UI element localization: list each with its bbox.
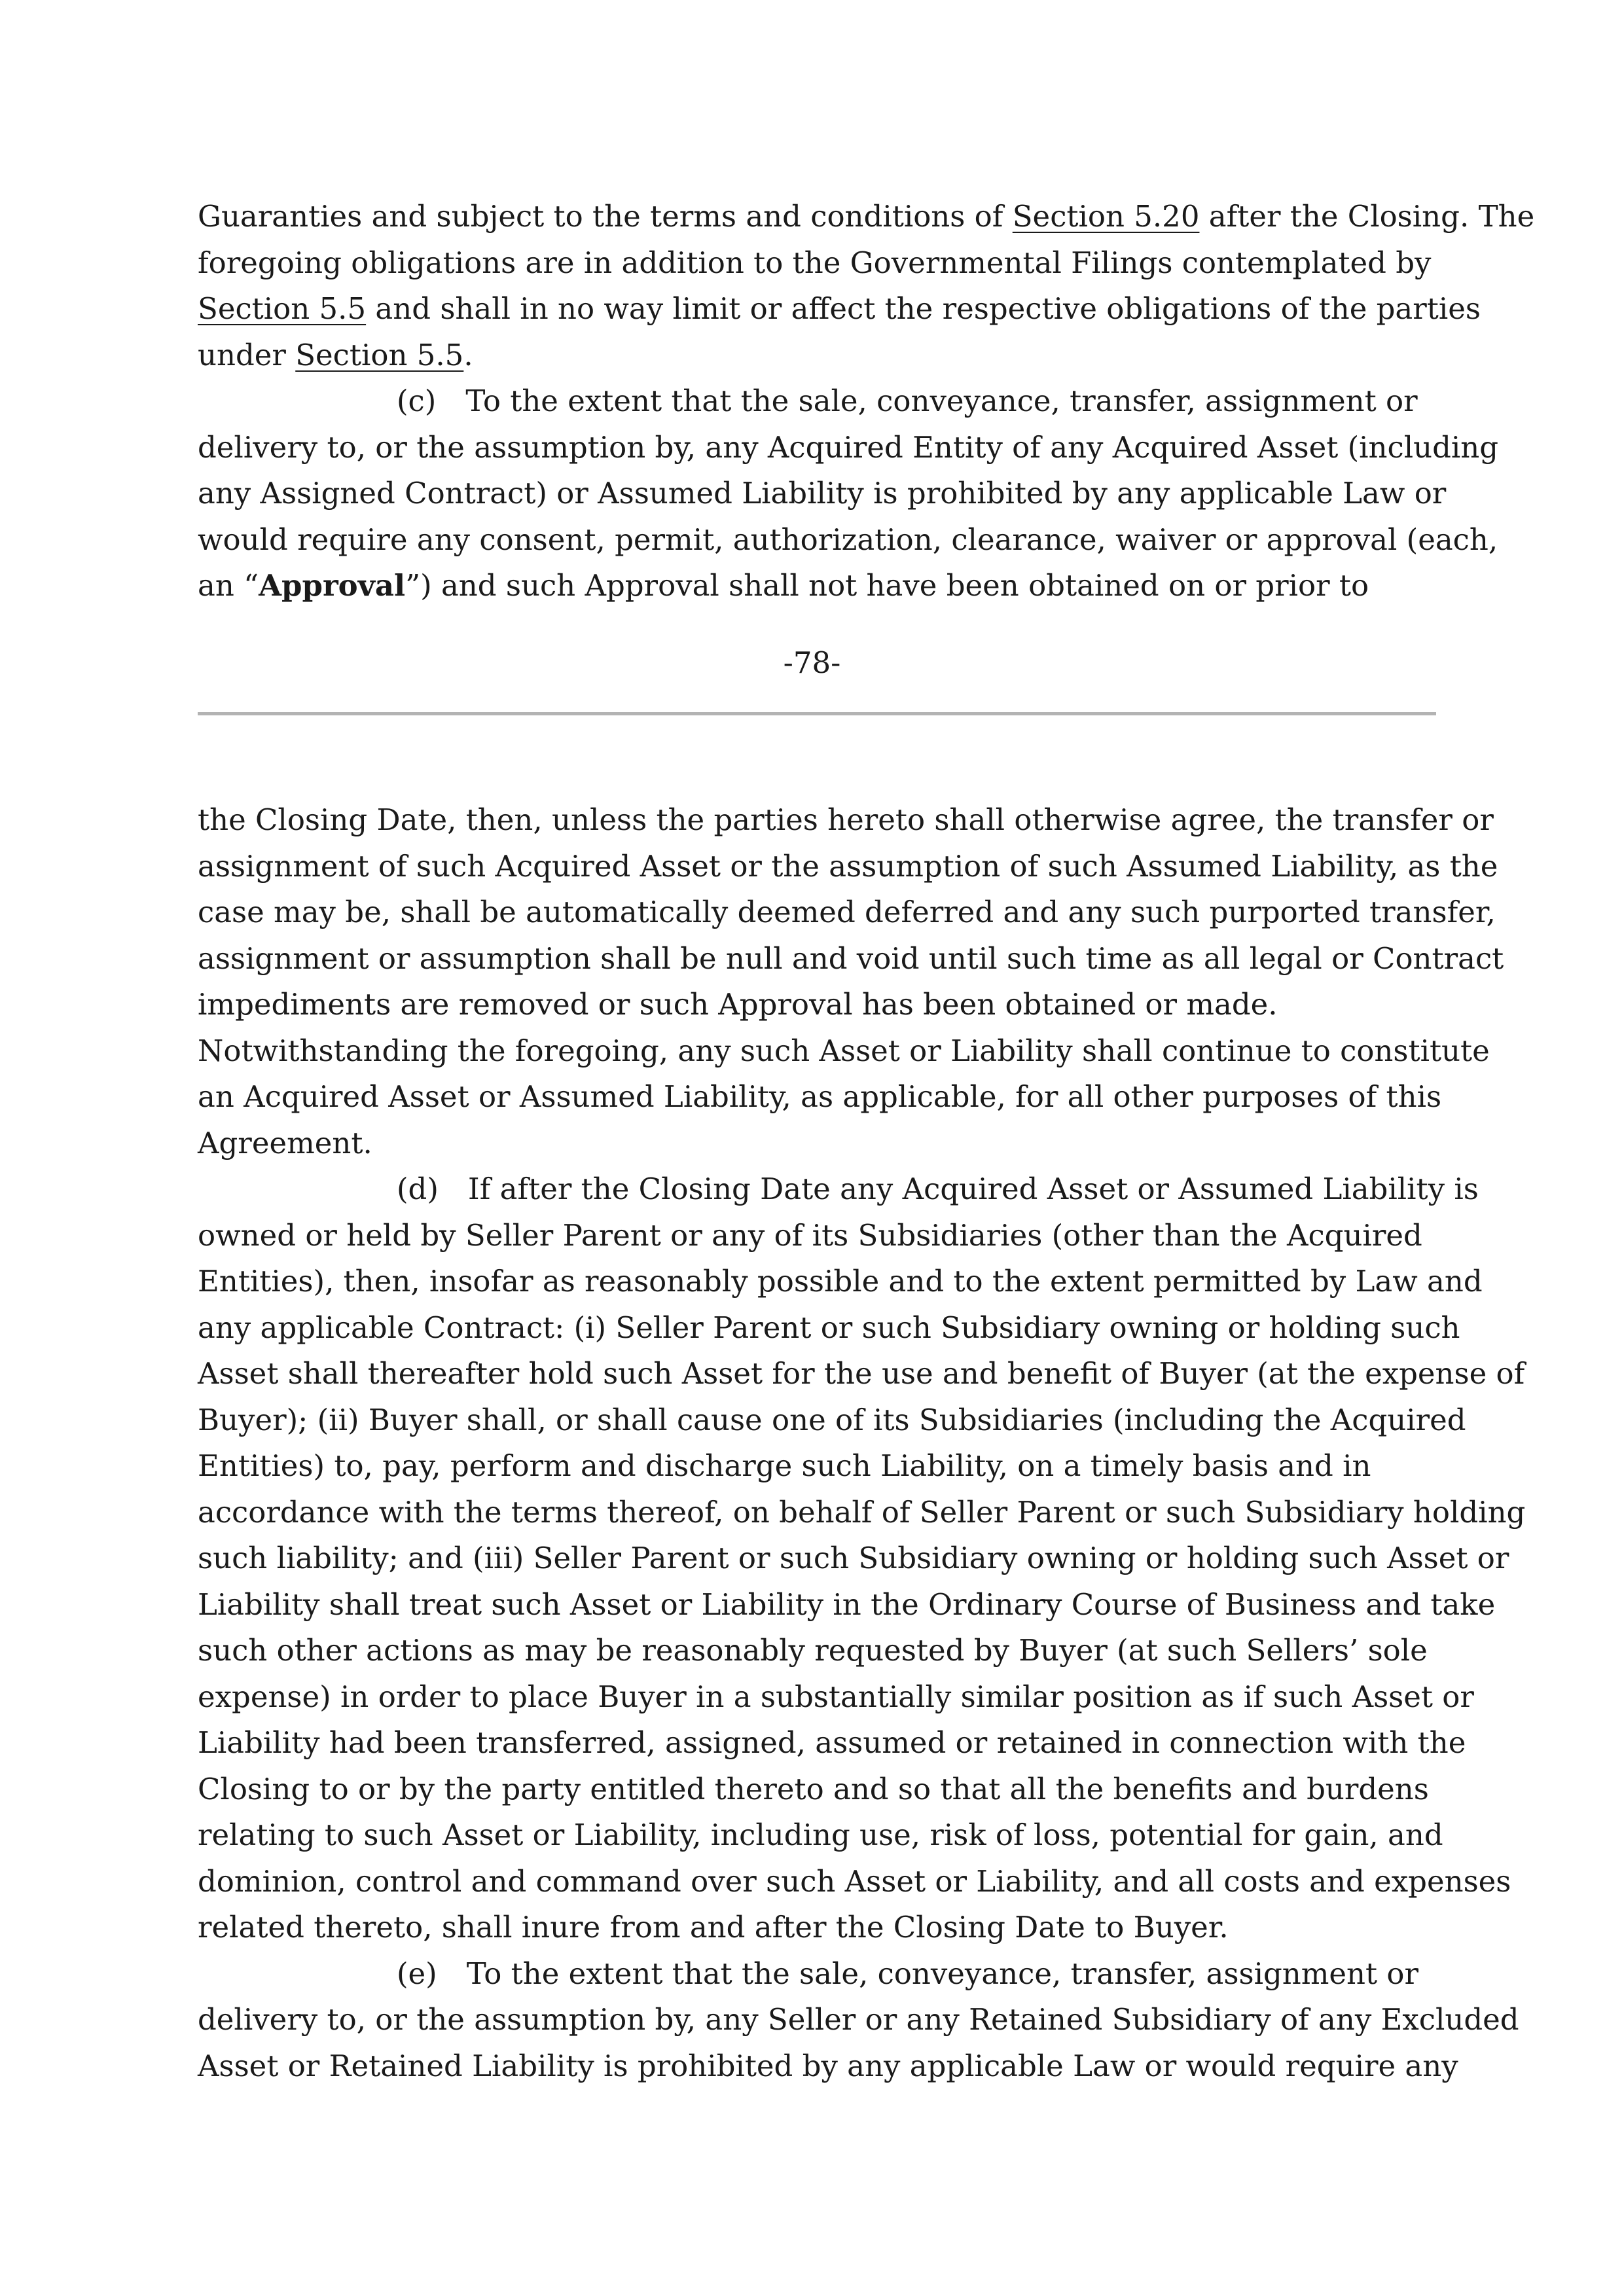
text-run: after the Closing. The: [1199, 199, 1535, 234]
text-line: [198, 844, 1498, 890]
text-line: [198, 1859, 1511, 1905]
paragraph-first-line: [198, 1166, 1479, 1213]
text-run: expense) in order to place Buyer in a substantially similar position as if such Asset or: [198, 1679, 1474, 1714]
text-line: [198, 194, 1535, 240]
text-run: .: [463, 337, 473, 372]
text-run: Asset or Retained Liability is prohibited by any applicable Law or would require any: [198, 2048, 1458, 2083]
text-run: ”) and such Approval shall not have been obtained on or prior to: [405, 568, 1369, 603]
text-run: impediments are removed or such Approval has been obtained or made.: [198, 987, 1278, 1022]
text-run: Closing to or by the party entitled thereto and so that all the benefits and burdens: [198, 1771, 1429, 1806]
text-run: relating to such Asset or Liability, including use, risk of loss, potential for gain, and: [198, 1818, 1443, 1852]
text-line: [198, 1905, 1436, 1951]
text-run: Entities) to, pay, perform and discharge such Liability, on a timely basis and in: [198, 1448, 1371, 1483]
page-number: -78-: [783, 645, 841, 680]
section-cross-reference[interactable]: Section 5.20: [1012, 199, 1200, 234]
text-run: Notwithstanding the foregoing, any such Asset or Liability shall continue to constitute: [198, 1033, 1490, 1068]
text-line: [198, 1812, 1443, 1859]
text-run: (c) To the extent that the sale, conveyance, transfer, assignment or: [397, 384, 1418, 418]
text-line: [198, 286, 1481, 332]
text-line: [198, 332, 1436, 379]
top-page-body-text: [198, 194, 1535, 609]
text-run: owned or held by Seller Parent or any of its Subsidiaries (other than the Acquired: [198, 1217, 1422, 1253]
text-line: [198, 797, 1494, 844]
text-run: (e) To the extent that the sale, conveyance, transfer, assignment or: [397, 1956, 1419, 1991]
text-line: [198, 1259, 1483, 1305]
text-line: [198, 1121, 1436, 1167]
text-run: the Closing Date, then, unless the parties hereto shall otherwise agree, the transfer or: [198, 802, 1494, 837]
text-line: [198, 1213, 1436, 1259]
text-line: [198, 1074, 1442, 1121]
text-run: assignment of such Acquired Asset or the assumption of such Assumed Liability, as the: [198, 848, 1498, 884]
text-line: [198, 2043, 1458, 2090]
text-run: dominion, control and command over such Asset or Liability, and all costs and expenses: [198, 1863, 1511, 1899]
text-run: case may be, shall be automatically deemed deferred and any such purported transfer,: [198, 895, 1496, 929]
text-run: any Assigned Contract) or Assumed Liability is prohibited by any applicable Law or: [198, 476, 1447, 511]
text-line: [198, 240, 1436, 287]
text-line: [198, 1490, 1526, 1536]
text-line: [198, 1397, 1466, 1444]
text-line: [198, 1997, 1519, 2043]
text-line: [198, 982, 1436, 1028]
defined-term: Approval: [259, 568, 406, 603]
section-cross-reference[interactable]: Section 5.5: [198, 291, 367, 326]
text-run: (d) If after the Closing Date any Acquired Asset or Assumed Liability is: [397, 1172, 1479, 1206]
text-run: Liability had been transferred, assigned, assumed or retained in connection with the: [198, 1725, 1466, 1760]
page-divider: [198, 712, 1436, 715]
text-line: [198, 1028, 1490, 1075]
text-line: [198, 1535, 1509, 1582]
text-run: an “: [198, 568, 259, 603]
text-line: [198, 1674, 1474, 1721]
text-line: [198, 1767, 1436, 1813]
text-run: Buyer); (ii) Buyer shall, or shall cause one of its Subsidiaries (including the Acquired: [198, 1402, 1466, 1437]
text-run: Entities), then, insofar as reasonably possible and to the extent permitted by Law and: [198, 1264, 1483, 1299]
text-run: and shall in no way limit or affect the respective obligations of the parties: [366, 291, 1481, 326]
text-run: under: [198, 337, 296, 372]
text-run: Agreement.: [198, 1125, 372, 1160]
text-run: accordance with the terms thereof, on behalf of Seller Parent or such Subsidiary holding: [198, 1494, 1526, 1530]
text-run: an Acquired Asset or Assumed Liability, as applicable, for all other purposes of this: [198, 1079, 1442, 1114]
text-run: Asset shall thereafter hold such Asset for the use and benefit of Buyer (at the expense of: [198, 1356, 1525, 1391]
text-run: delivery to, or the assumption by, any Seller or any Retained Subsidiary of any Excluded: [198, 2002, 1519, 2037]
text-line: [198, 1582, 1496, 1628]
text-run: assignment or assumption shall be null and void until such time as all legal or Contract: [198, 941, 1504, 976]
text-run: Liability shall treat such Asset or Liability in the Ordinary Course of Business and take: [198, 1587, 1496, 1622]
text-line: [198, 563, 1436, 609]
text-line: [198, 1720, 1466, 1767]
bottom-page-body-text: [198, 797, 1526, 2089]
text-line: [198, 936, 1504, 982]
text-run: such liability; and (iii) Seller Parent or such Subsidiary owning or holding such Asset or: [198, 1541, 1509, 1575]
text-line: [198, 1628, 1436, 1674]
text-run: related thereto, shall inure from and after the Closing Date to Buyer.: [198, 1910, 1229, 1945]
text-run: such other actions as may be reasonably requested by Buyer (at such Sellers’ sole: [198, 1633, 1428, 1668]
text-line: [198, 425, 1499, 471]
section-cross-reference[interactable]: Section 5.5: [295, 337, 464, 372]
text-line: [198, 517, 1498, 564]
text-run: Guaranties and subject to the terms and conditions of: [198, 199, 1013, 234]
text-line: [198, 889, 1496, 936]
text-line: [198, 1305, 1460, 1352]
text-line: [198, 1443, 1436, 1490]
text-line: [198, 1351, 1525, 1397]
paragraph-first-line: [198, 1951, 1436, 1998]
paragraph-first-line: [198, 378, 1436, 425]
text-run: any applicable Contract: (i) Seller Parent or such Subsidiary owning or holding such: [198, 1310, 1460, 1345]
text-run: delivery to, or the assumption by, any Acquired Entity of any Acquired Asset (including: [198, 429, 1499, 465]
text-run: would require any consent, permit, authorization, clearance, waiver or approval (each,: [198, 522, 1498, 557]
text-line: [198, 471, 1447, 517]
text-run: foregoing obligations are in addition to the Governmental Filings contemplated by: [198, 245, 1432, 280]
